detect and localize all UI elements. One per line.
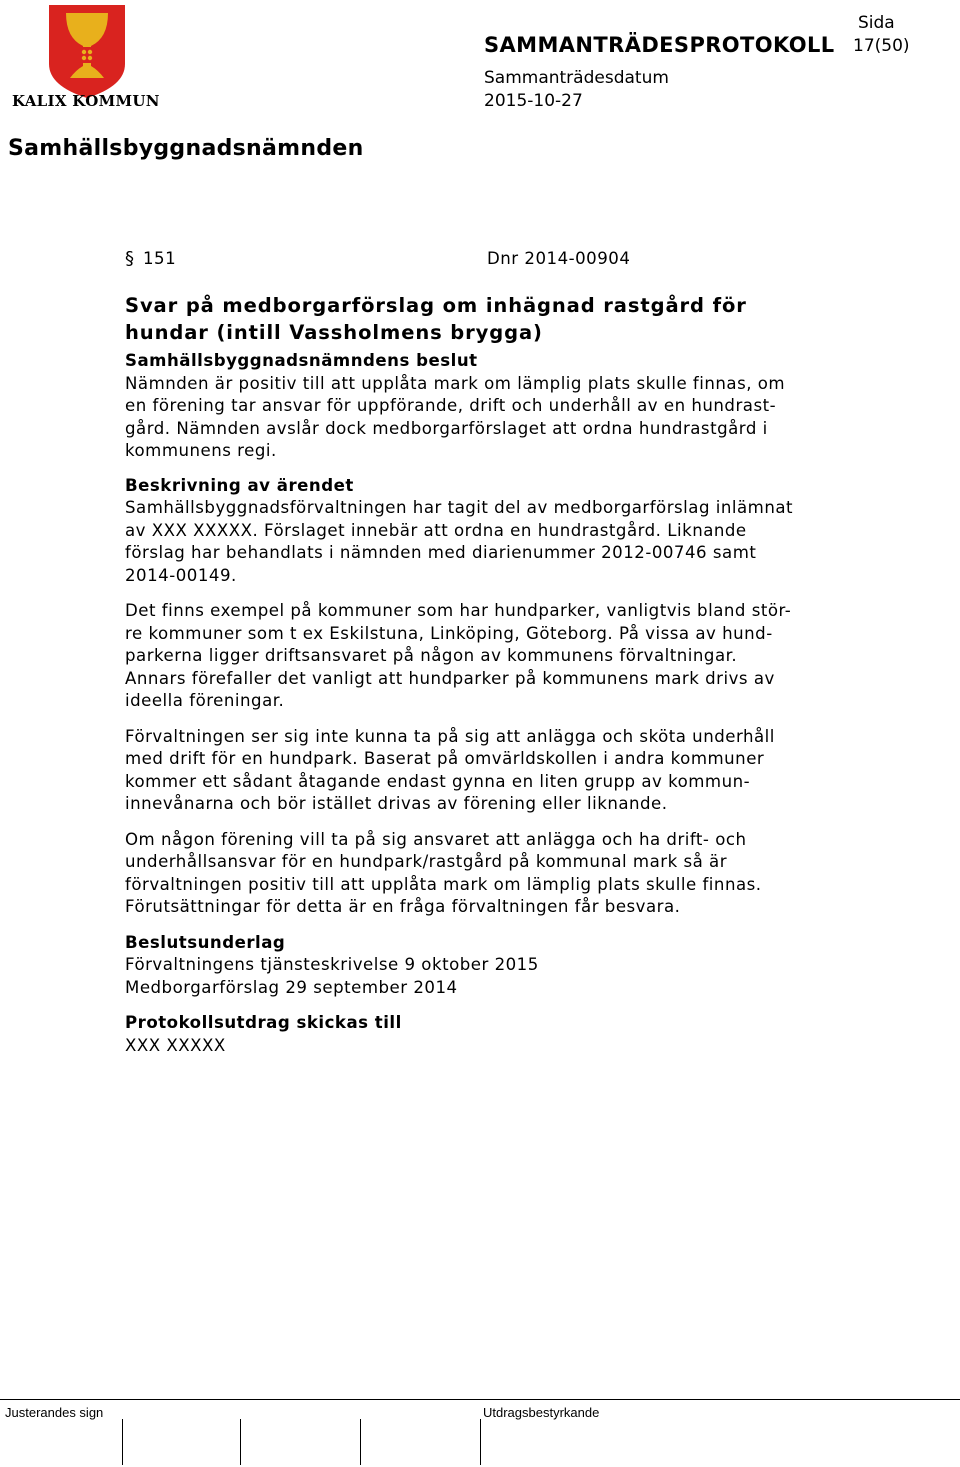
description-paragraph [125, 829, 845, 919]
description-line: ideella föreningar. [125, 691, 285, 710]
description-line: förvaltningen positiv till att upplåta mark om lämplig plats skulle finnas. [125, 874, 762, 894]
decision-basis-item: Medborgarförslag 29 september 2014 [125, 977, 458, 997]
decision-line: kommunens regi. [125, 441, 277, 460]
signature-box-divider [360, 1419, 361, 1465]
description-line: Annars förefaller det vanligt att hundparker på kommunens mark drivs av [125, 668, 775, 688]
case-title-line: Svar på medborgarförslag om inhägnad rastgård för [125, 294, 747, 317]
signature-footer [0, 1399, 960, 1467]
decision-line: en förening tar ansvar för uppförande, drift och underhåll av en hundrast- [125, 396, 777, 415]
extract-certification-label: Utdragsbestyrkande [483, 1405, 600, 1420]
page-label: Sida [858, 13, 895, 33]
description-line: parkerna ligger driftsansvaret på någon av kommunens förvaltningar. [125, 646, 738, 665]
adjuster-signature-label: Justerandes sign [5, 1405, 104, 1420]
description-line: underhållsansvar för en hundpark/rastgård på kommunal mark så är [125, 852, 728, 871]
case-title-line: hundar (intill Vassholmens brygga) [125, 321, 543, 344]
description-line: Om någon förening vill ta på sig ansvaret att anlägga och ha drift- och [125, 829, 747, 849]
description-line: med drift för en hundpark. Baserat på omvärldskollen i andra kommuner [125, 749, 765, 768]
case-reference-row [125, 248, 845, 274]
description-line: Förvaltningen ser sig inte kunna ta på sig att anlägga och sköta underhåll [125, 726, 775, 746]
description-line: Samhällsbyggnadsförvaltningen har tagit del av medborgarförslag inlämnat [125, 498, 794, 517]
committee-name: Samhällsbyggnadsnämnden [8, 136, 364, 161]
meeting-date: 2015-10-27 [484, 91, 583, 111]
decision-section [125, 350, 845, 463]
description-line: innevånarna och bör istället drivas av förening eller liknande. [125, 794, 668, 813]
description-line: Förutsättningar för detta är en fråga förvaltningen får besvara. [125, 897, 681, 916]
description-line: re kommuner som t ex Eskilstuna, Linköping, Göteborg. På vissa av hund- [125, 623, 773, 643]
distribution-recipient: XXX XXXXX [125, 1035, 226, 1055]
case-title [125, 292, 845, 346]
signature-box-divider [122, 1419, 123, 1465]
signature-box-divider [240, 1419, 241, 1465]
distribution-section [125, 1012, 845, 1057]
description-paragraph [125, 726, 845, 816]
description-heading: Beskrivning av ärendet [125, 475, 354, 495]
decision-basis-heading: Beslutsunderlag [125, 932, 286, 952]
decision-heading: Samhällsbyggnadsnämndens beslut [125, 351, 478, 370]
meeting-date-label: Sammanträdesdatum [484, 68, 669, 88]
distribution-heading: Protokollsutdrag skickas till [125, 1013, 402, 1032]
decision-line: Nämnden är positiv till att upplåta mark om lämplig plats skulle finnas, om [125, 373, 786, 393]
signature-box-divider [480, 1419, 481, 1465]
decision-line: gård. Nämnden avslår dock medborgarförslaget att ordna hundrastgård i [125, 418, 768, 438]
diary-number: Dnr 2014-00904 [487, 249, 631, 268]
description-paragraph [125, 600, 845, 713]
municipality-name: KALIX KOMMUN [12, 92, 160, 110]
description-line: kommer ett sådant åtagande endast gynna en liten grupp av kommun- [125, 771, 751, 791]
page-number: 17(50) [853, 36, 910, 56]
description-line: 2014-00149. [125, 565, 237, 585]
decision-basis-section [125, 932, 845, 1000]
protocol-title: SAMMANTRÄDESPROTOKOLL [484, 33, 835, 57]
description-line: av XXX XXXXX. Förslaget innebär att ordna en hundrastgård. Liknande [125, 520, 747, 540]
description-paragraph [125, 497, 845, 587]
paragraph-symbol: § [125, 248, 135, 269]
description-line: Det finns exempel på kommuner som har hundparker, vanligtvis bland stör- [125, 601, 792, 620]
decision-basis-item: Förvaltningens tjänsteskrivelse 9 oktober 2015 [125, 955, 539, 974]
description-line: förslag har behandlats i nämnden med diarienummer 2012-00746 samt [125, 543, 757, 562]
description-section [125, 475, 845, 919]
case-body [125, 248, 845, 1057]
paragraph-number: 151 [143, 249, 177, 268]
